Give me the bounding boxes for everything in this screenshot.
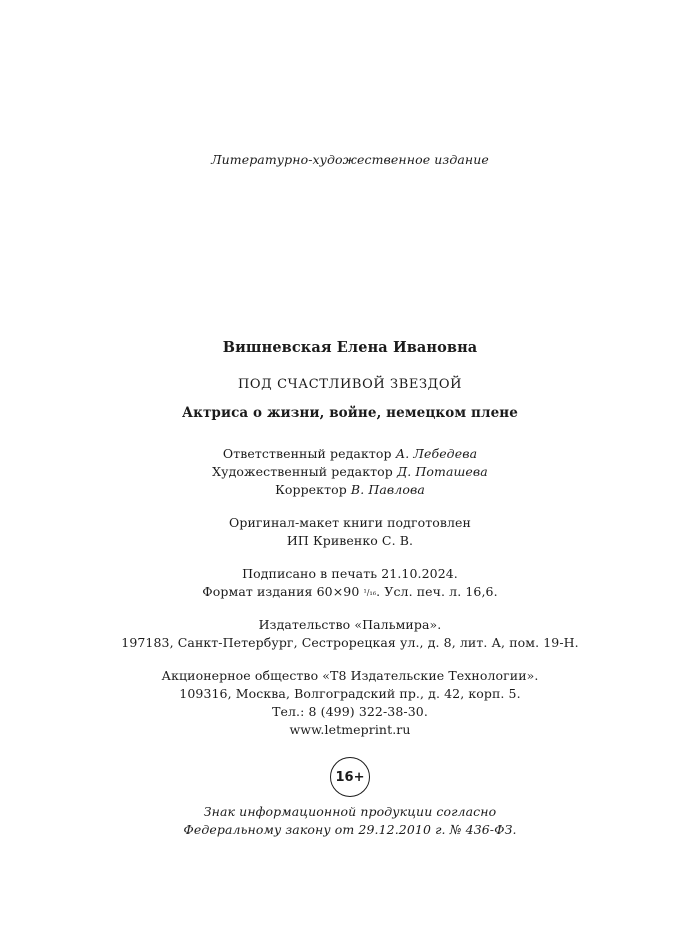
credit-name: В. Павлова [350, 482, 425, 497]
age-rating-text: 16+ [335, 769, 365, 785]
book-title: ПОД СЧАСТЛИВОЙ ЗВЕЗДОЙ [237, 377, 463, 392]
credit-proofreader [0, 482, 700, 498]
layout-info-line-2: ИП Кривенко С. В. [286, 533, 414, 548]
genre-label: Литературно-художественное издание [211, 152, 489, 167]
printer-name: Акционерное общество «Т8 Издательские Технологии». [161, 668, 539, 683]
credit-role: Художественный редактор [212, 464, 393, 479]
printer-website: www.letmeprint.ru [289, 722, 411, 737]
credit-role: Ответственный редактор [222, 446, 392, 461]
printer-address: 109316, Москва, Волгоградский пр., д. 42, корп. 5. [179, 686, 521, 701]
format-suffix: . Усл. печ. л. 16,6. [376, 584, 498, 599]
printer-phone: Тел.: 8 (499) 322-38-30. [272, 704, 428, 719]
format-fraction: ¹/₁₆ [363, 588, 377, 597]
age-note-line-2: Федеральному закону от 29.12.2010 г. № 436-ФЗ. [183, 822, 517, 837]
book-subtitle: Актриса о жизни, войне, немецком плене [182, 405, 518, 421]
age-note-line-1: Знак информационной продукции согласно [203, 804, 497, 819]
publisher-address: 197183, Санкт-Петербург, Сестрорецкая ул., д. 8, лит. А, пом. 19-Н. [121, 635, 579, 650]
publisher-name: Издательство «Пальмира». [258, 617, 442, 632]
format-prefix: Формат издания 60×90 [202, 584, 360, 599]
credit-role: Корректор [275, 482, 347, 497]
credit-responsible-editor [0, 446, 700, 462]
credit-name: А. Лебедева [395, 446, 478, 461]
age-rating-badge [330, 757, 370, 797]
print-format [0, 584, 700, 601]
author-name: Вишневская Елена Ивановна [222, 339, 478, 356]
credit-name: Д. Поташева [396, 464, 488, 479]
print-signed-date: Подписано в печать 21.10.2024. [242, 566, 458, 581]
credit-art-editor [0, 464, 700, 480]
layout-info-line-1: Оригинал-макет книги подготовлен [229, 515, 471, 530]
